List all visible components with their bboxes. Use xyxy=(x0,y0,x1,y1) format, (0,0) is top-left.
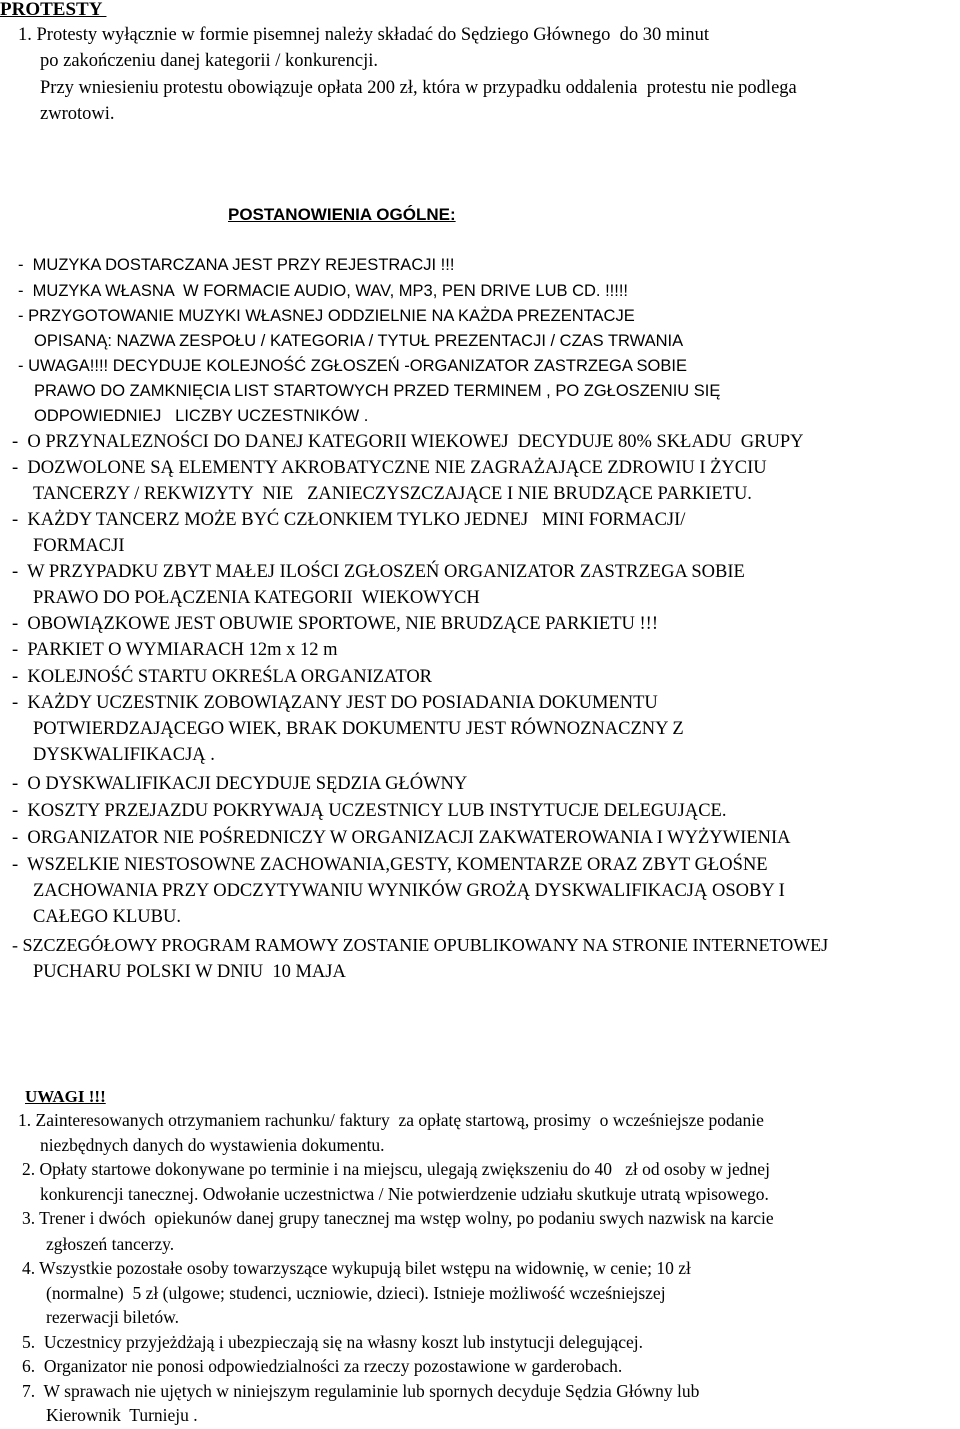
rule-line: - WSZELKIE NIESTOSOWNE ZACHOWANIA,GESTY, KOMENTARZE ORAZ ZBYT GŁOŚNE xyxy=(12,855,768,875)
note-line: Kierownik Turnieju . xyxy=(46,1405,198,1425)
rule-line: - UWAGA!!!! DECYDUJE KOLEJNOŚĆ ZGŁOSZEŃ -ORGANIZATOR ZASTRZEGA SOBIE xyxy=(18,357,687,375)
rule-line: - KAŻDY TANCERZ MOŻE BYĆ CZŁONKIEM TYLKO JEDNEJ MINI FORMACJI/ xyxy=(12,510,686,530)
rule-line: - O DYSKWALIFIKACJI DECYDUJE SĘDZIA GŁÓWNY xyxy=(12,774,468,794)
rule-line: - DOZWOLONE SĄ ELEMENTY AKROBATYCZNE NIE ZAGRAŻAJĄCE ZDROWIU I ŻYCIU xyxy=(12,458,767,478)
rule-line: - ORGANIZATOR NIE POŚREDNICZY W ORGANIZACJI ZAKWATEROWANIA I WYŻYWIENIA xyxy=(12,828,791,848)
note-line: 4. Wszystkie pozostałe osoby towarzyszące wykupują bilet wstępu na widownię, w cenie; 10 zł xyxy=(22,1258,691,1278)
rule-line: DYSKWALIFIKACJĄ . xyxy=(33,745,215,765)
rule-line: ZACHOWANIA PRZY ODCZYTYWANIU WYNIKÓW GROŻĄ DYSKWALIFIKACJĄ OSOBY I xyxy=(33,881,785,901)
note-line: 5. Uczestnicy przyjeżdżają i ubezpieczają się na własny koszt lub instytucji delegującej. xyxy=(22,1332,644,1352)
section-title-protesty: PROTESTY xyxy=(0,0,107,20)
note-line: konkurencji tanecznej. Odwołanie uczestnictwa / Nie potwierdzenie udziału skutkuje utratą wpisowego. xyxy=(40,1184,769,1204)
rule-line: CAŁEGO KLUBU. xyxy=(33,907,181,927)
rule-line: - KOSZTY PRZEJAZDU POKRYWAJĄ UCZESTNICY LUB INSTYTUCJE DELEGUJĄCE. xyxy=(12,801,727,821)
rule-line: - SZCZEGÓŁOWY PROGRAM RAMOWY ZOSTANIE OPUBLIKOWANY NA STRONIE INTERNETOWEJ xyxy=(12,935,829,955)
note-line: 6. Organizator nie ponosi odpowiedzialności za rzeczy pozostawione w garderobach. xyxy=(22,1356,623,1376)
rule-line: POTWIERDZAJĄCEGO WIEK, BRAK DOKUMENTU JEST RÓWNOZNACZNY Z xyxy=(33,719,684,739)
note-line: rezerwacji biletów. xyxy=(46,1307,179,1327)
rule-line: - MUZYKA DOSTARCZANA JEST PRZY REJESTRACJI !!! xyxy=(18,256,455,274)
note-line: 3. Trener i dwóch opiekunów danej grupy tanecznej ma wstęp wolny, po podaniu swych nazwisk na karcie xyxy=(22,1208,774,1228)
rule-line: - MUZYKA WŁASNA W FORMACIE AUDIO, WAV, MP3, PEN DRIVE LUB CD. !!!!! xyxy=(18,282,628,300)
rule-line: - KAŻDY UCZESTNIK ZOBOWIĄZANY JEST DO POSIADANIA DOKUMENTU xyxy=(12,693,658,713)
note-line: zgłoszeń tancerzy. xyxy=(46,1234,175,1254)
section-title-postanowienia: POSTANOWIENIA OGÓLNE: xyxy=(228,205,456,224)
rule-line: TANCERZY / REKWIZYTY NIE ZANIECZYSZCZAJĄCE I NIE BRUDZĄCE PARKIETU. xyxy=(33,484,752,504)
rule-line: - OBOWIĄZKOWE JEST OBUWIE SPORTOWE, NIE BRUDZĄCE PARKIETU !!! xyxy=(12,614,659,634)
rule-line: - KOLEJNOŚĆ STARTU OKREŚLA ORGANIZATOR xyxy=(12,667,433,687)
rule-line: FORMACJI xyxy=(33,536,125,556)
rule-line: PRAWO DO POŁĄCZENIA KATEGORII WIEKOWYCH xyxy=(33,588,480,608)
rule-line: - O PRZYNALEZNOŚCI DO DANEJ KATEGORII WIEKOWEJ DECYDUJE 80% SKŁADU GRUPY xyxy=(12,432,804,452)
note-line: (normalne) 5 zł (ulgowe; studenci, uczniowie, dzieci). Istnieje możliwość wcześniejszej xyxy=(46,1283,666,1303)
protest-rule-line: 1. Protesty wyłącznie w formie pisemnej należy składać do Sędziego Głównego do 30 minut xyxy=(18,25,710,45)
note-line: 7. W sprawach nie ujętych w niniejszym regulaminie lub spornych decyduje Sędzia Główny lub xyxy=(22,1381,700,1401)
rule-line: OPISANĄ: NAZWA ZESPOŁU / KATEGORIA / TYTUŁ PREZENTACJI / CZAS TRWANIA xyxy=(34,332,684,350)
note-line: niezbędnych danych do wystawienia dokumentu. xyxy=(40,1135,385,1155)
rule-line: PUCHARU POLSKI W DNIU 10 MAJA xyxy=(33,962,346,982)
rule-line: - PRZYGOTOWANIE MUZYKI WŁASNEJ ODDZIELNIE NA KAŻDA PREZENTACJE xyxy=(18,307,635,325)
protest-rule-line: po zakończeniu danej kategorii / konkurencji. xyxy=(40,51,379,71)
note-line: 1. Zainteresowanych otrzymaniem rachunku/ faktury za opłatę startową, prosimy o wcześniejsze podanie xyxy=(18,1110,764,1130)
note-line: 2. Opłaty startowe dokonywane po terminie i na miejscu, ulegają zwiększeniu do 40 zł od osoby w jednej xyxy=(22,1159,770,1179)
rule-line: - PARKIET O WYMIARACH 12m x 12 m xyxy=(12,640,338,660)
protest-rule-line: zwrotowi. xyxy=(40,104,115,124)
rule-line: - W PRZYPADKU ZBYT MAŁEJ ILOŚCI ZGŁOSZEŃ ORGANIZATOR ZASTRZEGA SOBIE xyxy=(12,562,745,582)
rule-line: PRAWO DO ZAMKNIĘCIA LIST STARTOWYCH PRZED TERMINEM , PO ZGŁOSZENIU SIĘ xyxy=(34,382,721,400)
rule-line: ODPOWIEDNIEJ LICZBY UCZESTNIKÓW . xyxy=(34,407,369,425)
protest-rule-line: Przy wniesieniu protestu obowiązuje opłata 200 zł, która w przypadku oddalenia protestu nie podlega xyxy=(40,78,797,98)
section-title-uwagi: UWAGI !!! xyxy=(25,1087,106,1106)
